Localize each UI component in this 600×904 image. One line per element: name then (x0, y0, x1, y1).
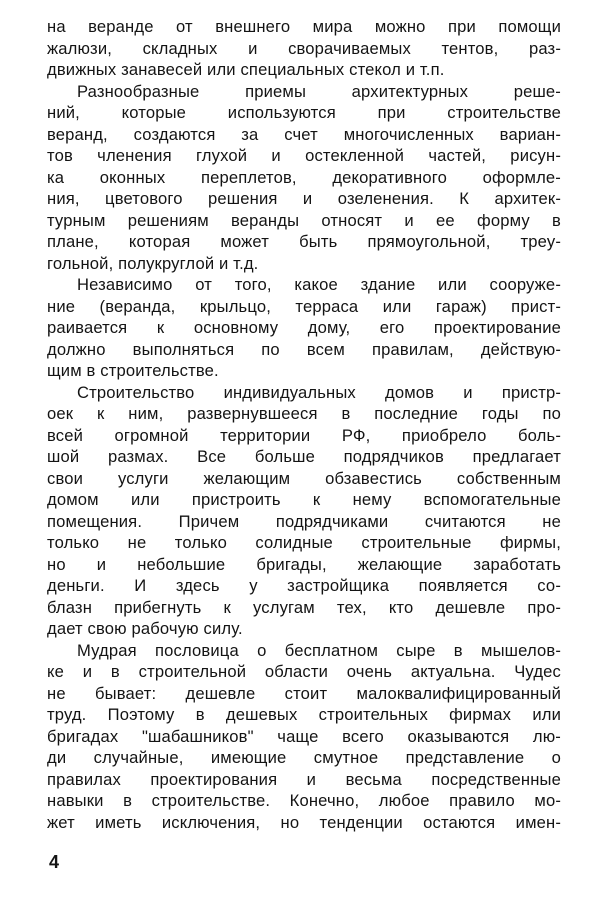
text-line: ние (веранда, крыльцо, терраса или гараж) прист- (47, 296, 561, 316)
text-line: помещения. Причем подрядчиками считаются не (47, 511, 561, 531)
text-line: ке и в строительной области очень актуальна. Чудес (47, 662, 561, 681)
text-line: ка оконных переплетов, декоративного оформле- (47, 167, 561, 187)
text-line: но и небольшие бригады, желающие заработать (47, 554, 561, 574)
paragraph (47, 640, 561, 834)
text-line: только не только солидные строительные фирмы, (47, 533, 561, 552)
text-line: труд. Поэтому в дешевых строительных фирмах или (47, 705, 561, 724)
text-line: не бывает: дешевле стоит малоквалифицированный (47, 683, 561, 703)
text-line: щим в строительстве. (47, 361, 219, 380)
text-line: турным решениям веранды относят и ее форму в (47, 210, 561, 230)
text-line: плане, которая может быть прямоугольной, треу- (47, 232, 561, 251)
text-line: ния, цветового решения и озеленения. К архитек- (47, 189, 561, 208)
body-text (47, 16, 561, 833)
text-line: Разнообразные приемы архитектурных реше- (77, 81, 561, 101)
text-line: всей огромной территории РФ, приобрело боль- (47, 425, 561, 445)
text-line: жалюзи, складных и сворачиваемых тентов, раз- (47, 38, 561, 58)
text-line: дает свою рабочую силу. (47, 619, 243, 638)
paragraph (47, 274, 561, 382)
text-line: свои услуги желающим обзавестись собственным (47, 468, 561, 488)
text-line: Мудрая пословица о бесплатном сыре в мышелов- (77, 640, 561, 660)
text-line: домом или пристроить к нему вспомогательные (47, 490, 561, 509)
text-line: блазн прибегнуть к услугам тех, кто дешевле про- (47, 597, 561, 617)
text-line: на веранде от внешнего мира можно при помощи (47, 17, 561, 36)
text-line: жет иметь исключения, но тенденции остаются имен- (47, 812, 561, 832)
text-line: движных занавесей или специальных стекол и т.п. (47, 60, 445, 79)
text-line: раивается к основному дому, его проектирование (47, 318, 561, 337)
text-line: ди случайные, имеющие смутное представление о (47, 748, 561, 767)
text-line: правилах проектирования и весьма посредственные (47, 769, 561, 789)
page-number: 4 (49, 852, 60, 872)
text-line: тов членения глухой и остекленной частей, рисун- (47, 146, 561, 165)
text-line: бригадах "шабашников" чаще всего оказываются лю- (47, 726, 561, 746)
text-line: навыки в строительстве. Конечно, любое правило мо- (47, 791, 561, 810)
text-line: Строительство индивидуальных домов и пристр- (77, 382, 561, 402)
text-line: оек к ним, развернувшееся в последние годы по (47, 404, 561, 423)
text-line: веранд, создаются за счет многочисленных вариан- (47, 124, 561, 144)
paragraph (47, 81, 561, 275)
text-line: деньги. И здесь у застройщика появляется со- (47, 576, 561, 595)
text-line: шой размах. Все больше подрядчиков предлагает (47, 447, 561, 466)
text-line: гольной, полукруглой и т.д. (47, 253, 259, 273)
text-line: Независимо от того, какое здание или сооруже- (77, 275, 561, 294)
paragraph (47, 382, 561, 640)
text-line: должно выполняться по всем правилам, действую- (47, 339, 561, 359)
text-line: ний, которые используются при строительстве (47, 103, 561, 122)
paragraph (47, 16, 561, 81)
